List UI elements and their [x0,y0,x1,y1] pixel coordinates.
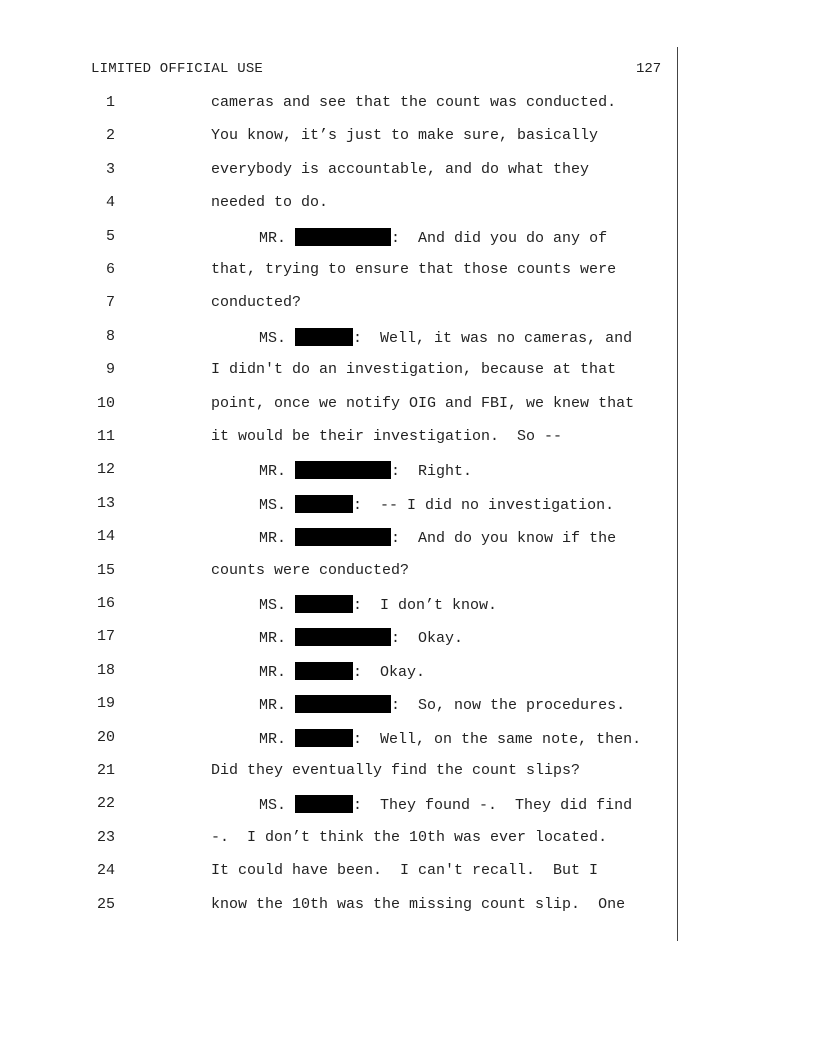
line-number: 23 [96,828,115,846]
line-number: 22 [96,795,115,813]
redaction-box [295,628,391,646]
line-text [259,662,425,681]
redaction-box [295,328,353,346]
speaker-label: MR. [259,530,287,548]
line-number: 3 [105,160,115,178]
line-number: 1 [105,94,115,111]
transcript-line [0,762,680,784]
speaker-label: MS. [259,797,287,815]
page-header-left: LIMITED OFFICIAL USE [91,61,264,77]
line-number: 16 [96,595,115,612]
line-text [211,127,598,144]
line-number: 18 [96,661,115,679]
line-text [259,228,607,247]
speaker-label: MS. [259,329,287,347]
line-number: 24 [96,862,115,880]
transcript-line [0,261,680,283]
transcript-line [0,528,680,550]
line-text [211,829,607,846]
line-number: 10 [96,394,115,412]
line-content: that, trying to ensure that those counts were [211,261,617,278]
transcript-line [0,361,680,383]
line-text [259,328,632,347]
transcript-line [0,228,680,250]
speaker-label: MR. [259,463,287,481]
line-text [259,461,472,480]
line-number: 6 [105,261,115,278]
line-content: : They found -. They did find [353,797,633,815]
line-number: 8 [105,327,115,345]
redaction-box [295,228,391,246]
line-number: 14 [96,528,115,546]
redaction-box [295,695,391,713]
line-text [211,428,562,445]
redaction-box [295,729,353,747]
line-text [259,528,616,547]
line-text [259,695,625,714]
line-content: know the 10th was the missing count slip. One [211,895,626,913]
transcript-line [0,729,680,751]
line-content: : Okay. [353,663,426,681]
line-content: : Well, on the same note, then. [353,730,642,748]
line-content: I didn't do an investigation, because at that [211,361,617,379]
line-number: 20 [96,728,115,746]
transcript-line [0,896,680,918]
line-text [211,294,301,311]
line-content: : Right. [391,463,473,481]
speaker-label: MS. [259,496,287,514]
speaker-label: MR. [259,663,287,681]
transcript-line [0,862,680,884]
line-content: needed to do. [211,194,329,212]
transcript-line [0,628,680,650]
line-number: 4 [105,194,115,212]
line-content: : -- I did no investigation. [353,496,615,514]
line-number: 12 [96,461,115,479]
line-content: : I don’t know. [353,597,498,614]
line-content: : Well, it was no cameras, and [353,329,633,347]
line-number: 15 [96,561,115,579]
transcript-line [0,161,680,183]
transcript-line [0,395,680,417]
line-text [259,628,463,647]
line-number: 7 [105,294,115,312]
line-content: It could have been. I can't recall. But I [211,862,599,880]
line-text [259,729,641,748]
transcript-line [0,562,680,584]
line-number: 19 [96,695,115,713]
transcript-line [0,328,680,350]
line-content: -. I don’t think the 10th was ever located. [211,828,608,846]
line-content: cameras and see that the count was conducted. [211,94,617,111]
speaker-label: MR. [259,630,287,648]
line-content: everybody is accountable, and do what they [211,160,590,178]
line-text [211,361,616,378]
line-text [211,395,634,412]
line-number: 25 [96,895,115,913]
line-number: 21 [96,762,115,779]
transcript-line [0,662,680,684]
line-number: 2 [105,127,115,145]
line-text [259,795,632,814]
transcript-line [0,695,680,717]
line-content: Did they eventually find the count slips? [211,762,581,779]
line-text [211,261,616,278]
line-content: counts were conducted? [211,561,410,579]
line-text [211,94,616,111]
transcript-line [0,94,680,116]
transcript-line [0,428,680,450]
line-number: 11 [96,428,115,445]
line-text [211,194,328,211]
line-text [211,896,625,913]
redaction-box [295,495,353,513]
page-number: 127 [636,61,662,77]
transcript-line [0,127,680,149]
line-text [211,562,409,579]
line-content: it would be their investigation. So -- [211,428,563,445]
transcript-line [0,795,680,817]
speaker-label: MR. [259,730,287,748]
line-content: : Okay. [391,630,464,648]
line-text [259,495,614,514]
line-content: : And did you do any of [391,229,608,247]
transcript-line [0,595,680,617]
line-content: conducted? [211,294,302,312]
transcript-line [0,829,680,851]
redaction-box [295,461,391,479]
line-content: : And do you know if the [391,530,617,548]
line-text [211,862,598,879]
speaker-label: MR. [259,697,287,715]
line-content: : So, now the procedures. [391,697,626,715]
transcript-line [0,294,680,316]
line-text [259,595,497,614]
redaction-box [295,662,353,680]
transcript-line [0,194,680,216]
line-text [211,762,580,779]
line-number: 17 [96,628,115,646]
speaker-label: MS. [259,597,287,614]
line-number: 5 [105,227,115,245]
line-text [211,161,589,178]
redaction-box [295,595,353,613]
redaction-box [295,528,391,546]
line-number: 13 [96,494,115,512]
speaker-label: MR. [259,229,287,247]
line-content: point, once we notify OIG and FBI, we knew that [211,394,635,412]
redaction-box [295,795,353,813]
transcript-line [0,461,680,483]
line-number: 9 [105,361,115,379]
transcript-line [0,495,680,517]
line-content: You know, it’s just to make sure, basically [211,127,599,145]
